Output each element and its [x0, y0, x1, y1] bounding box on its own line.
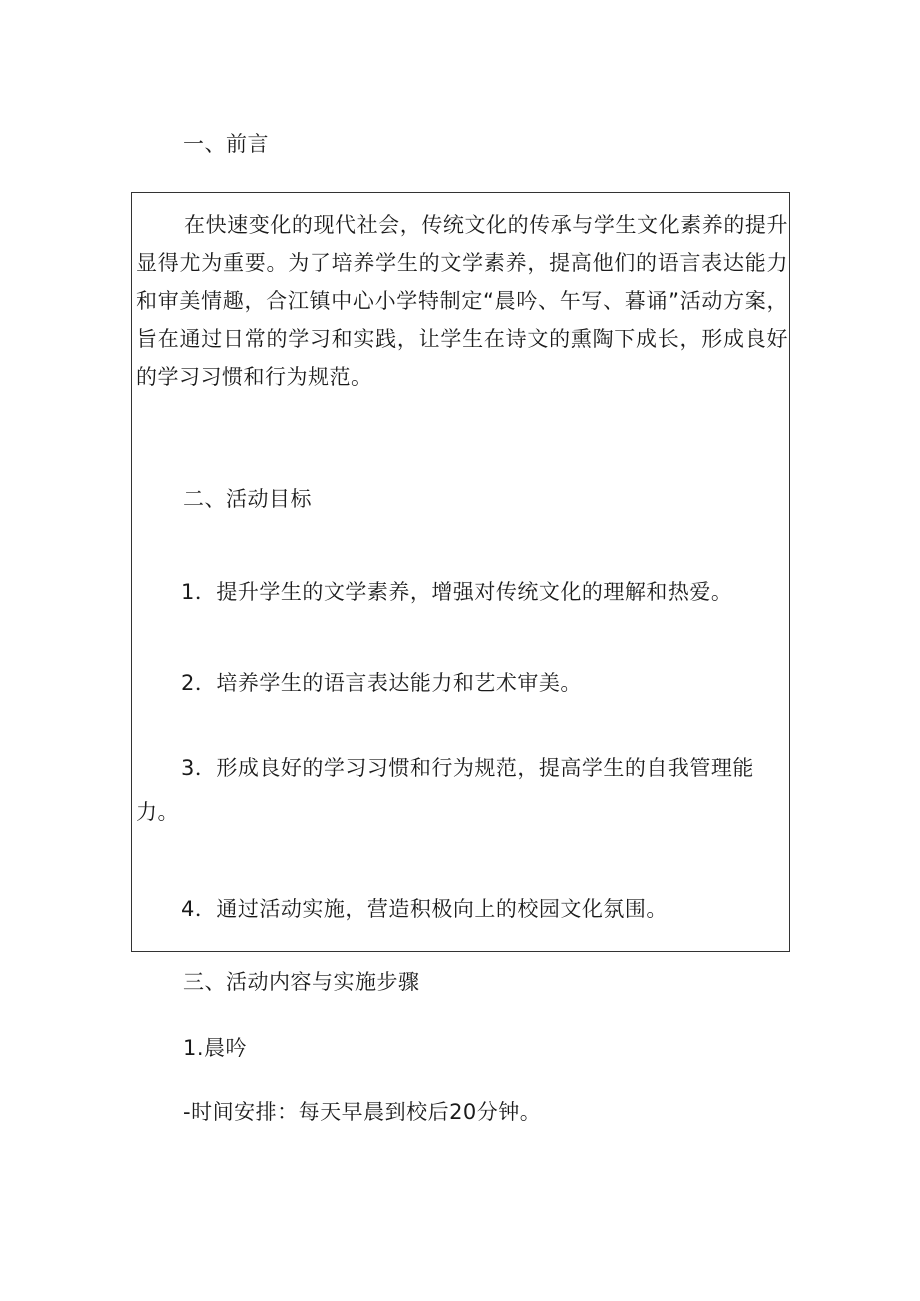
goal-text-4: 4．通过活动实施，营造积极向上的校园文化氛围。 — [181, 897, 668, 921]
preface-paragraph — [136, 206, 788, 396]
goal-text-3: 3．形成良好的学习习惯和行为规范，提高学生的自我管理能力。 — [136, 756, 754, 824]
goal-text-1: 1．提升学生的文学素养，增强对传统文化的理解和热爱。 — [181, 580, 733, 604]
time-arrangement: -时间安排：每天早晨到校后20分钟。 — [183, 1100, 542, 1124]
goal-item-2 — [136, 661, 788, 705]
preface-text: 在快速变化的现代社会，传统文化的传承与学生文化素养的提升显得尤为重要。为了培养学生的文学素养，提高他们的语言表达能力和审美情趣，合江镇中心小学特制定“晨吟、午写、暮诵”活动方案，旨在通过日常的学习和实践，让学生在诗文的熏陶下成长，形成良好的学习习惯和行为规范。 — [136, 213, 788, 389]
goal-item-4 — [136, 887, 788, 931]
goal-text-2: 2．培养学生的语言表达能力和艺术审美。 — [181, 671, 582, 695]
goal-item-1 — [136, 570, 788, 614]
heading-content-steps: 三、活动内容与实施步骤 — [183, 970, 420, 994]
subsection-morning-recitation: 1.晨吟 — [183, 1036, 248, 1060]
heading-goals: 二、活动目标 — [183, 487, 312, 511]
goal-item-3 — [136, 746, 788, 834]
heading-preface: 一、前言 — [183, 132, 269, 156]
